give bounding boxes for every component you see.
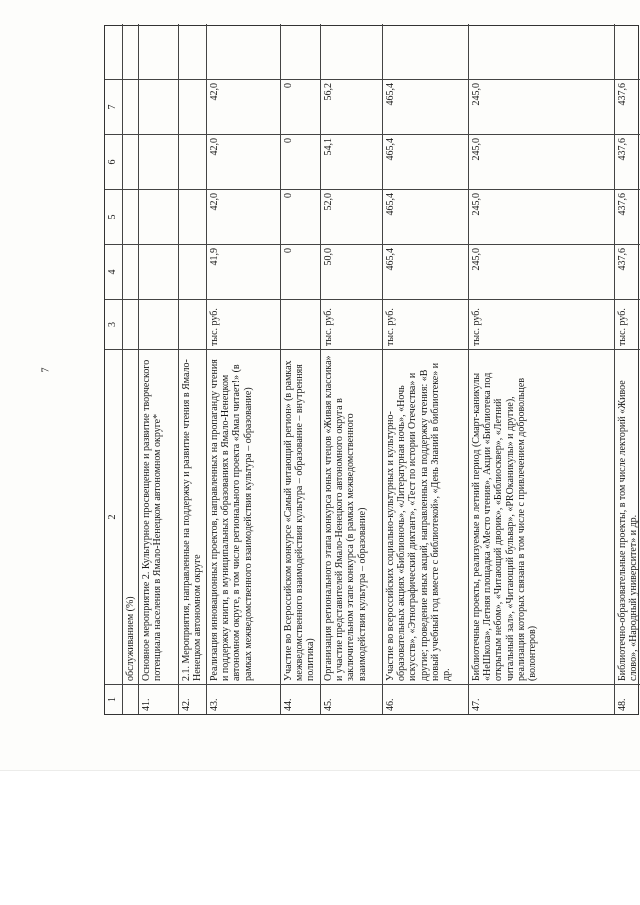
row-description: Организация регионального этапа конкурса юных чтецов «Живая классика» и участие представителей Ямало-Ненецкого автономного округа в заключительном этапе конкурса (в рамках межведомственного взаимодействия культура – образование) bbox=[321, 349, 382, 684]
row-description: Основное мероприятие 2. Культурное просвещение и развитие творческого потенциала населения в Ямало-Ненецком автономном округе* bbox=[139, 349, 178, 684]
row-value bbox=[207, 24, 280, 79]
row-value bbox=[281, 24, 320, 79]
row-unit bbox=[281, 299, 320, 349]
row-unit bbox=[123, 299, 138, 349]
row-number: 44. bbox=[281, 684, 320, 714]
row-value: 56,2 bbox=[321, 79, 382, 134]
row-value bbox=[123, 79, 138, 134]
row-value: 437,6 bbox=[615, 244, 640, 299]
row-value: 245,0 bbox=[469, 134, 614, 189]
row-value: 245,0 bbox=[469, 79, 614, 134]
row-description: 2.1. Мероприятия, направленные на поддержку и развитие чтения в Ямало-Ненецком автономном округе bbox=[179, 349, 206, 684]
row-value bbox=[469, 24, 614, 79]
row-value: 0 bbox=[281, 244, 320, 299]
row-unit bbox=[179, 299, 206, 349]
row-value: 50,0 bbox=[321, 244, 382, 299]
row-value: 42,0 bbox=[207, 189, 280, 244]
page-number: 7 bbox=[40, 367, 52, 373]
row-value: 465,4 bbox=[383, 244, 468, 299]
row-unit: тыс. руб. bbox=[383, 299, 468, 349]
row-unit: тыс. руб. bbox=[469, 299, 614, 349]
row-value bbox=[179, 79, 206, 134]
table-row bbox=[321, 24, 383, 714]
row-value: 465,4 bbox=[383, 79, 468, 134]
row-description: Библиотечные проекты, реализуемые в летний период (Смарт-каникулы «НеШкола», Летняя площадка «Место чтения», Акции «Библиотека под открытым небом», «Читающий дворик», «Библиосквер», «Летний читальный зал», «Читающий бульвар», «PROканикулы» и другие), реализация которых связана в том числе с привлечением добровольцев (волонтеров) bbox=[469, 349, 614, 684]
table-header-row bbox=[105, 24, 123, 714]
row-value: 245,0 bbox=[469, 244, 614, 299]
row-description: обслуживанием (%) bbox=[123, 349, 138, 684]
table-row bbox=[207, 24, 281, 714]
header-cell: 5 bbox=[105, 189, 122, 244]
header-cell: 3 bbox=[105, 299, 122, 349]
row-unit: тыс. руб. bbox=[207, 299, 280, 349]
row-value bbox=[139, 24, 178, 79]
row-value bbox=[179, 189, 206, 244]
row-value bbox=[179, 134, 206, 189]
row-description: Реализация инновационных проектов, направленных на пропаганду чтения и поддержку книги, в муниципальных образованиях в Ямало-Ненецком автономном округе, в том числе регионального проекта «Ямал читает!» (в рамках межведомственного взаимодействия культура – образование) bbox=[207, 349, 280, 684]
row-number: 46. bbox=[383, 684, 468, 714]
row-number bbox=[123, 684, 138, 714]
row-number: 43. bbox=[207, 684, 280, 714]
row-value bbox=[139, 244, 178, 299]
table-row bbox=[123, 24, 139, 714]
header-cell: 2 bbox=[105, 349, 122, 684]
row-value bbox=[123, 134, 138, 189]
row-value bbox=[615, 24, 640, 79]
header-cell bbox=[105, 24, 122, 79]
row-description: Библиотечно-образовательные проекты, в том числе лекторий «Живое слово», «Народный университет» и др. bbox=[615, 349, 640, 684]
row-value bbox=[123, 189, 138, 244]
row-unit: тыс. руб. bbox=[321, 299, 382, 349]
row-value bbox=[139, 79, 178, 134]
row-number: 47. bbox=[469, 684, 614, 714]
row-unit: тыс. руб. bbox=[615, 299, 640, 349]
row-value: 0 bbox=[281, 134, 320, 189]
row-value bbox=[179, 244, 206, 299]
table-row bbox=[281, 24, 321, 714]
table-row bbox=[383, 24, 469, 714]
row-value bbox=[123, 24, 138, 79]
row-value bbox=[139, 134, 178, 189]
row-value bbox=[179, 24, 206, 79]
row-value: 54,1 bbox=[321, 134, 382, 189]
header-cell: 1 bbox=[105, 684, 122, 714]
row-description: Участие во Всероссийском конкурсе «Самый читающий регион» (в рамках межведомственного взаимодействия культура – образование – внутренняя политика) bbox=[281, 349, 320, 684]
header-cell: 7 bbox=[105, 79, 122, 134]
row-value: 437,6 bbox=[615, 79, 640, 134]
row-value: 437,6 bbox=[615, 134, 640, 189]
row-value: 465,4 bbox=[383, 189, 468, 244]
row-value: 41,9 bbox=[207, 244, 280, 299]
row-number: 41. bbox=[139, 684, 178, 714]
header-cell: 6 bbox=[105, 134, 122, 189]
row-value: 0 bbox=[281, 189, 320, 244]
row-description: Участие во всероссийских социально-культурных и культурно-образовательных акциях «Библионочь», «Литературная ночь», «Ночь искусств», «Этнографический диктант», «Тест по истории Отечества» и другие; проведение иных акций, направленных на поддержку чтения: «В новый учебный год вместе с библиотекой», «День Знаний в библиотеке» и др. bbox=[383, 349, 468, 684]
budget-table bbox=[104, 25, 639, 715]
row-value bbox=[139, 189, 178, 244]
row-value: 465,4 bbox=[383, 134, 468, 189]
row-value: 437,6 bbox=[615, 189, 640, 244]
row-number: 48. bbox=[615, 684, 640, 714]
row-value bbox=[321, 24, 382, 79]
header-cell: 4 bbox=[105, 244, 122, 299]
table-row bbox=[179, 24, 207, 714]
row-unit bbox=[139, 299, 178, 349]
table-row bbox=[469, 24, 615, 714]
row-value: 52,0 bbox=[321, 189, 382, 244]
row-number: 45. bbox=[321, 684, 382, 714]
row-value: 42,0 bbox=[207, 134, 280, 189]
row-value: 42,0 bbox=[207, 79, 280, 134]
row-value: 245,0 bbox=[469, 189, 614, 244]
row-value: 0 bbox=[281, 79, 320, 134]
row-number: 42. bbox=[179, 684, 206, 714]
table-row bbox=[615, 24, 640, 714]
table-row bbox=[139, 24, 179, 714]
row-value bbox=[123, 244, 138, 299]
row-value bbox=[383, 24, 468, 79]
